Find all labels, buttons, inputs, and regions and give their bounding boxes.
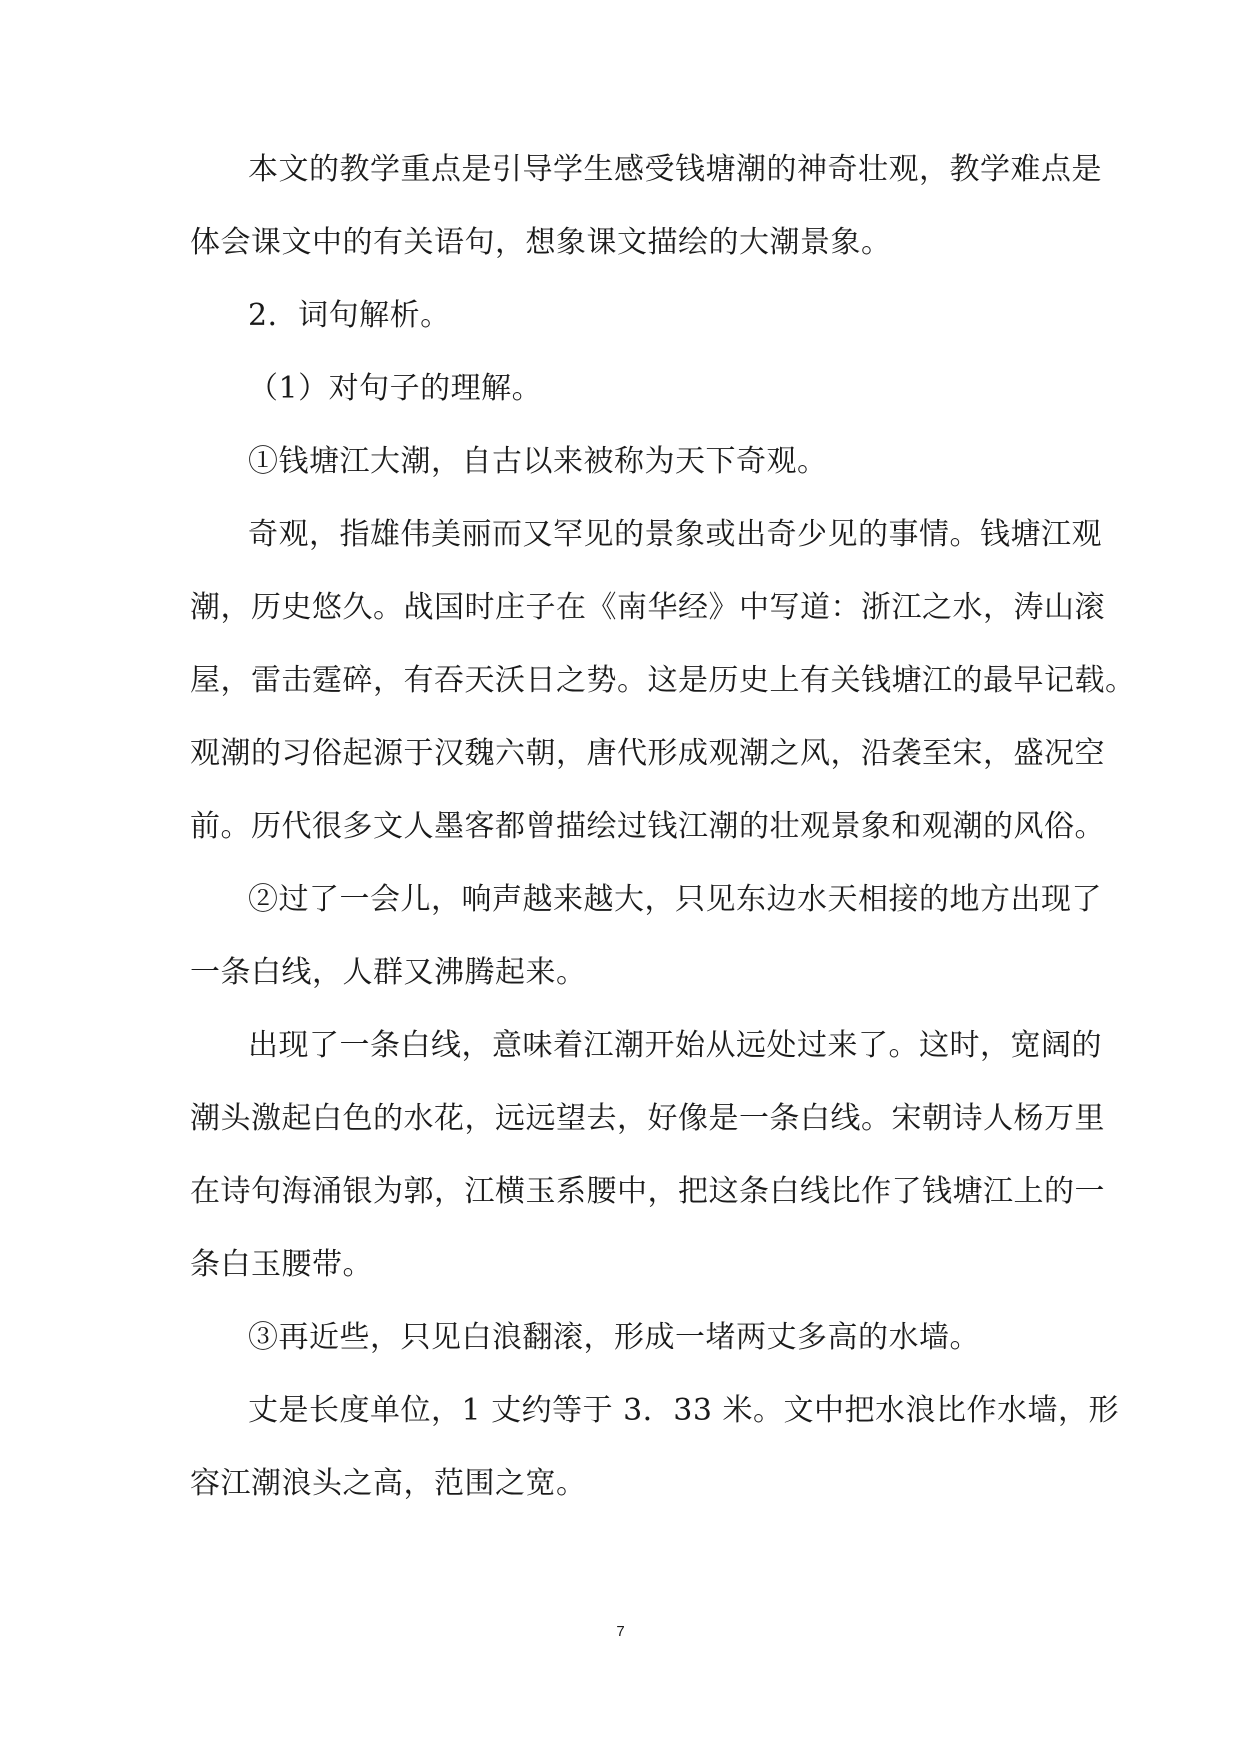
text-line: （1）对句子的理解。 — [248, 371, 543, 406]
text-line: 屋，雷击霆碎，有吞天沃日之势。这是历史上有关钱塘江的最早记载。 — [190, 663, 1136, 698]
text-line: ③再近些，只见白浪翻滚，形成一堵两丈多高的水墙。 — [248, 1320, 980, 1355]
text-line: 本文的教学重点是引导学生感受钱塘潮的神奇壮观，教学难点是 — [248, 152, 1102, 187]
page-number: 7 — [616, 1623, 625, 1640]
text-line: 一条白线，人群又沸腾起来。 — [190, 955, 587, 990]
text-line: ②过了一会儿，响声越来越大，只见东边水天相接的地方出现了 — [248, 882, 1102, 917]
text-line: 观潮的习俗起源于汉魏六朝，唐代形成观潮之风，沿袭至宋，盛况空 — [190, 736, 1105, 771]
text-line: 前。历代很多文人墨客都曾描绘过钱江潮的壮观景象和观潮的风俗。 — [190, 809, 1105, 844]
text-line: 2．词句解析。 — [248, 298, 451, 333]
text-line: 容江潮浪头之高，范围之宽。 — [190, 1466, 587, 1501]
text-line: 体会课文中的有关语句，想象课文描绘的大潮景象。 — [190, 225, 892, 260]
text-line: 条白玉腰带。 — [190, 1247, 373, 1282]
text-line: 潮头激起白色的水花，远远望去，好像是一条白线。宋朝诗人杨万里 — [190, 1101, 1105, 1136]
text-line: 丈是长度单位，1 丈约等于 3．33 米。文中把水浪比作水墙，形 — [248, 1393, 1119, 1428]
text-line: ①钱塘江大潮，自古以来被称为天下奇观。 — [248, 444, 828, 479]
text-line: 潮，历史悠久。战国时庄子在《南华经》中写道：浙江之水，涛山滚 — [190, 590, 1105, 625]
text-line: 奇观，指雄伟美丽而又罕见的景象或出奇少见的事情。钱塘江观 — [248, 517, 1102, 552]
text-line: 在诗句海涌银为郭，江横玉系腰中，把这条白线比作了钱塘江上的一 — [190, 1174, 1105, 1209]
text-line: 出现了一条白线，意味着江潮开始从远处过来了。这时，宽阔的 — [248, 1028, 1102, 1063]
